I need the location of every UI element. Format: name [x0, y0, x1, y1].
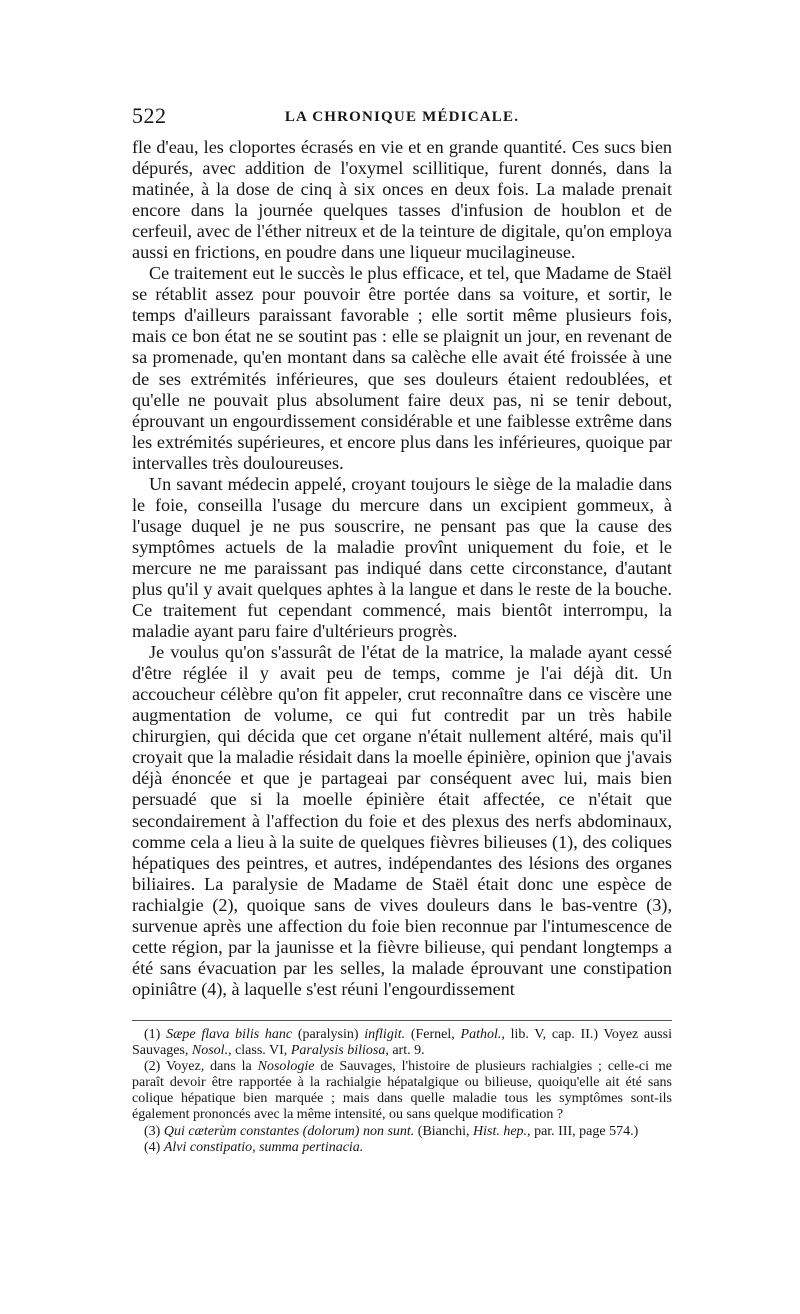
- paragraph: Un savant médecin appelé, croyant toujours le siège de la maladie dans le foie, conseilla l'usage du mercure dans un excipient gommeux, à l'usage duquel je ne pus souscrire, ne pensant pas que la cause des symptômes actuels de la maladie provînt uniquement du foie, et le mercure ne me paraissant pas indiqué dans cette circonstance, d'autant plus qu'il y avait quelques aphtes à la langue et dans le reste de la bouche. Ce traitement fut cependant commencé, mais bientôt interrompu, la maladie ayant paru faire d'ultérieurs progrès.: [132, 473, 672, 642]
- footnote-marker: (3): [144, 1123, 161, 1139]
- paragraph: fle d'eau, les cloportes écrasés en vie et en grande quantité. Ces sucs bien dépurés, avec addition de l'oxymel scillitique, furent donnés, dans la matinée, à la dose de cinq à six onces en deux fois. La malade prenait encore dans la journée quelques tasses d'infusion de houblon et de cerfeuil, avec de l'éther nitreux et de la teinture de digitale, qu'on employa aussi en frictions, en poudre dans une liqueur mucilagineuse.: [132, 137, 672, 263]
- footnote-text: de Sauvages, l'histoire de plusieurs rachialgies ; celle-ci me paraît devoir être rapportée à la rachialgie hépatalgique ou bilieuse, quoiqu'elle ait été sans colique hépatique bien marquée ; mais dans quelle maladie tous les symptômes sont-ils également prononcés avec la même intensité, ou sans quelque modification ?: [132, 1059, 673, 1123]
- latin-quote: Qui cæterùm constantes: [163, 1123, 300, 1139]
- footnote-text: Voyez, dans la: [165, 1059, 252, 1075]
- citation: Pathol.,: [460, 1027, 505, 1042]
- page-number: 522: [132, 103, 167, 128]
- latin-quote: non sunt.: [362, 1123, 415, 1139]
- footnote-text: class. VI,: [235, 1043, 288, 1059]
- footnote-text: art. 9.: [392, 1043, 425, 1059]
- latin-quote: Sæpe flava bilis hanc: [166, 1027, 293, 1042]
- footnotes: [132, 1027, 672, 1156]
- body-text: [132, 137, 672, 1000]
- footnote-1: [132, 1027, 672, 1059]
- footnote-divider: [132, 1020, 672, 1021]
- citation: Nosologie: [257, 1059, 315, 1075]
- footnote-text: par. III, page 574.): [534, 1123, 639, 1139]
- citation: Hist. hep.,: [473, 1123, 531, 1139]
- footnote-2: [132, 1059, 672, 1123]
- running-title: LA CHRONIQUE MÉDICALE.: [284, 109, 520, 125]
- footnote-text: (Fernel,: [410, 1027, 455, 1042]
- footnote-text: lib. V, cap. II.) Voyez aussi Sauvages,: [132, 1027, 672, 1059]
- paragraph: Ce traitement eut le succès le plus efficace, et tel, que Madame de Staël se rétablit assez pour pouvoir être portée dans sa voiture, et sortir, le temps d'ailleurs paraissant favorable ; elle sortit même plusieurs fois, mais ce bon état ne se soutint pas : elle se plaignit un jour, en revenant de sa promenade, qu'en montant dans sa calèche elle avait été froissée à une de ses extrémités inférieures, que ses douleurs étaient redoublées, et qu'elle ne pouvait plus absolument faire deux pas, ni se tenir debout, éprouvant un engourdissement considérable et une faiblesse extrême dans les extrémités supérieures, et encore plus dans les inférieures, quoique par intervalles très douloureuses.: [132, 263, 672, 473]
- latin-quote: infligit.: [364, 1027, 406, 1042]
- citation: Nosol.,: [191, 1043, 232, 1059]
- page-header: [132, 103, 672, 133]
- paragraph: Je voulus qu'on s'assurât de l'état de la matrice, la malade ayant cessé d'être réglée il y avait peu de temps, comme je l'ai déjà dit. Un accoucheur célèbre qu'on fit appeler, crut reconnaître dans ce viscère une augmentation de volume, ce qui fut contredit par un très habile chirurgien, qui décida que cet organe n'était nullement altéré, mais qu'il croyait que la maladie résidait dans la moelle épinière, opinion que j'avais déjà énoncée et que je partageai par conséquent avec lui, mais bien persuadé que si la moelle épinière était affectée, ce n'était que secondairement à l'affection du foie et des plexus des nerfs abdominaux, comme cela a lieu à la suite de quelques fièvres bilieuses (1), des coliques hépatiques des peintres, et autres, indépendantes des lésions des organes biliaires. La paralysie de Madame de Staël était donc une espèce de rachialgie (2), quoique sans de vives douleurs dans le bas-ventre (3), survenue après une affection du foie bien reconnue par l'intumescence de cette région, par la jaunisse et la fièvre bilieuse, qui pendant longtemps a été sans évacuation par les selles, la malade éprouvant une constipation opiniâtre (4), à laquelle s'est réuni l'engourdissement: [132, 642, 672, 999]
- citation: Paralysis biliosa,: [290, 1043, 389, 1059]
- footnote-text: (Bianchi,: [417, 1123, 470, 1139]
- footnote-text: (paralysin): [297, 1027, 359, 1042]
- footnote-marker: (4): [144, 1139, 161, 1155]
- footnote-marker: (1): [144, 1027, 161, 1042]
- footnote-3: [132, 1124, 672, 1140]
- latin-quote: Alvi constipatio, summa pertinacia.: [163, 1139, 364, 1155]
- latin-quote: (dolorum): [302, 1123, 360, 1139]
- footnote-marker: (2): [144, 1059, 161, 1075]
- footnote-4: [132, 1140, 672, 1156]
